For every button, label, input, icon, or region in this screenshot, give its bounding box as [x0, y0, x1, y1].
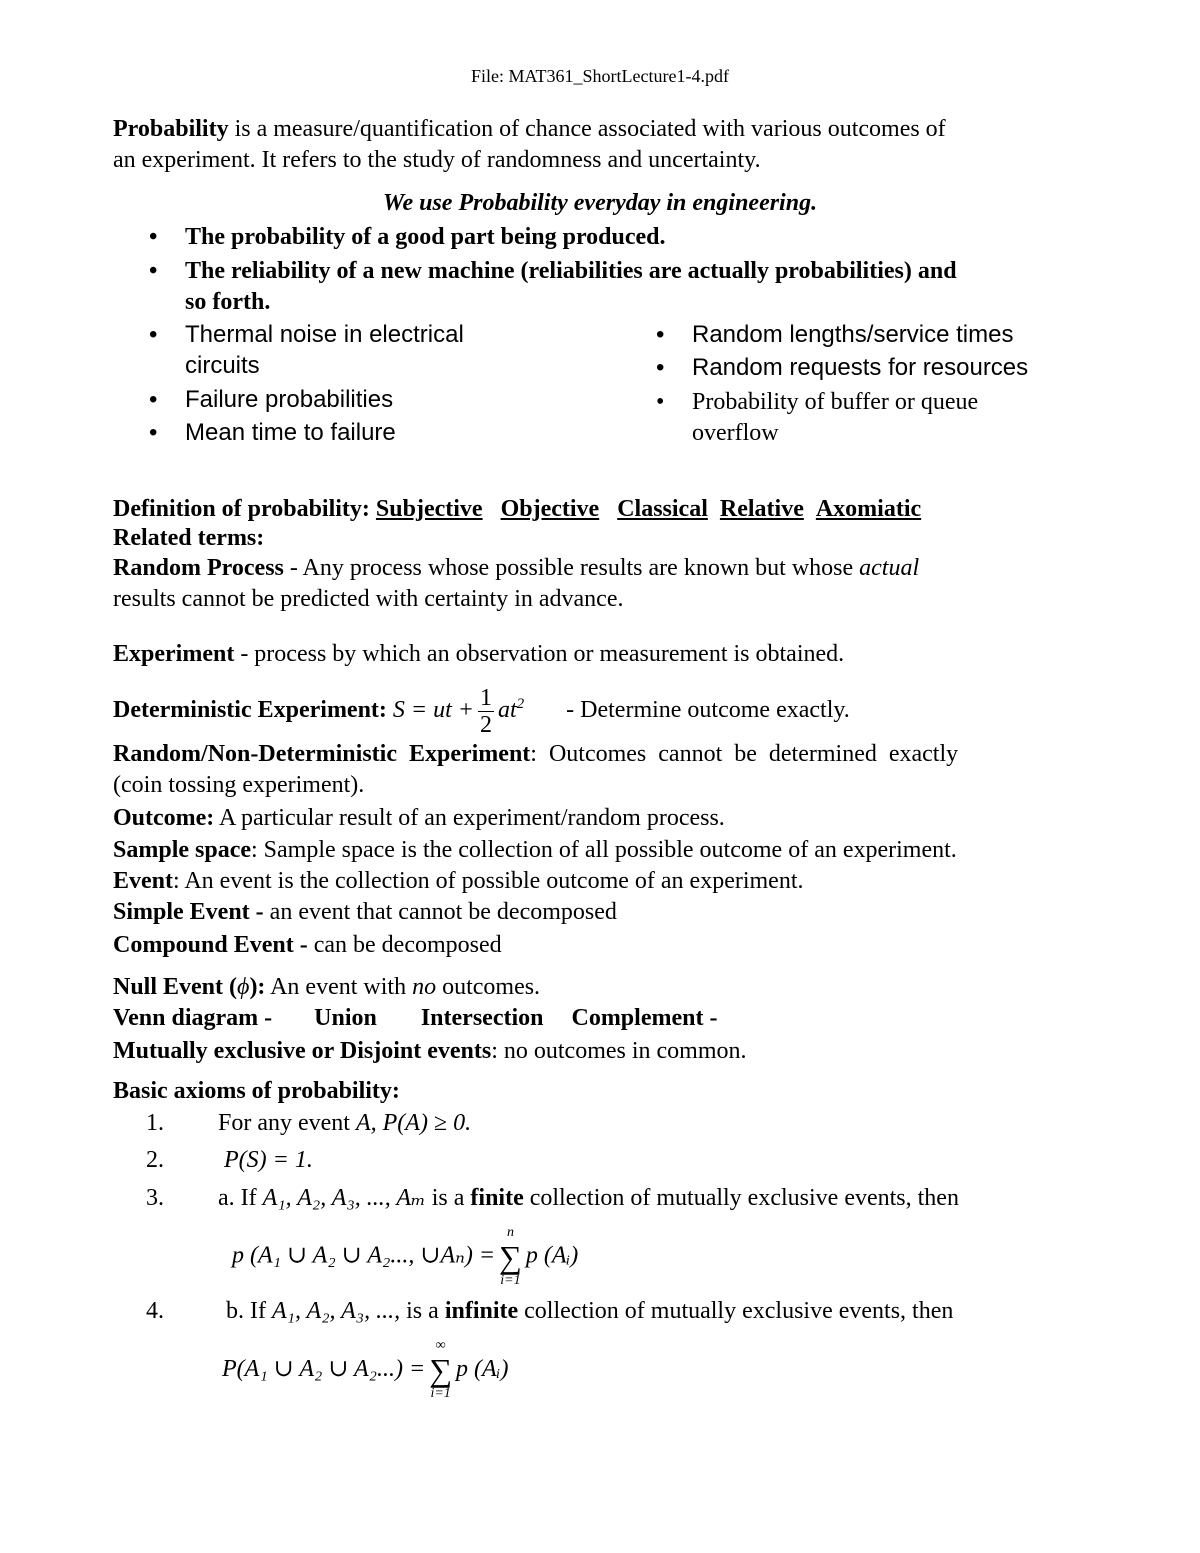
random-process-line-2: results cannot be predicted with certainty in advance.	[113, 586, 624, 612]
related-terms-heading: Related terms:	[113, 525, 265, 551]
bullet-good-part: • The probability of a good part being produced.	[185, 222, 666, 253]
axiom-3-formula: p (A₁ ∪ A₂ ∪ A₂..., ∪Aₙ) = n ∑ i=1 p (Aᵢ)	[232, 1225, 579, 1288]
bullet-reliability: • The reliability of a new machine (reliabilities are actually probabilities) and	[185, 256, 957, 287]
axiom-4: b. If A₁, A₂, A₃, ..., is a infinite collection of mutually exclusive events, then	[226, 1298, 954, 1324]
axiom-3-number: 3.	[146, 1185, 164, 1211]
bullet-icon: •	[656, 321, 665, 348]
definition-line: Definition of probability: Subjective Objective Classical Relative Axomiatic	[113, 496, 922, 522]
deterministic-formula: S = ut + $\frac{1}{2}$ $at^2$	[392, 684, 525, 738]
bullet-reliability-cont: so forth.	[185, 289, 271, 315]
axiom-1-number: 1.	[146, 1110, 164, 1136]
def-relative: Relative	[719, 496, 804, 522]
phi-symbol: ϕ	[237, 974, 250, 1000]
bullet-random-requests: • Random requests for resources	[656, 354, 1029, 381]
def-axiomatic: Axomiatic	[815, 496, 922, 522]
probability-term: Probability	[113, 116, 229, 142]
sample-space-line: Sample space: Sample space is the collection of all possible outcome of an experiment.	[113, 837, 957, 863]
bullet-mean-time: • Mean time to failure	[149, 419, 396, 446]
intro-line-1: Probability is a measure/quantification of chance associated with various outcomes of	[113, 116, 946, 142]
experiment-line: Experiment - process by which an observation or measurement is obtained.	[113, 641, 845, 667]
deterministic-line: Deterministic Experiment: S = ut + $\frac{1}{2}$ $at^2$ - Determine outcome exactly.	[113, 684, 850, 738]
def-subjective: Subjective	[375, 496, 483, 522]
axioms-heading: Basic axioms of probability:	[113, 1078, 400, 1104]
venn-line: Venn diagram - Union Intersection Complement -	[113, 1005, 718, 1031]
bullet-icon: •	[656, 354, 665, 381]
axiom-2: P(S) = 1.	[224, 1147, 313, 1173]
random-experiment-line-2: (coin tossing experiment).	[113, 772, 365, 798]
axiom-4-number: 4.	[146, 1298, 164, 1324]
compound-event-line: Compound Event - can be decomposed	[113, 932, 502, 958]
engineering-heading: We use Probability everyday in engineering.	[382, 190, 818, 216]
event-line: Event: An event is the collection of possible outcome of an experiment.	[113, 868, 804, 894]
bullet-icon: •	[149, 419, 158, 446]
axiom-2-number: 2.	[146, 1147, 164, 1173]
simple-event-line: Simple Event - an event that cannot be decomposed	[113, 899, 617, 925]
bullet-failure-prob: • Failure probabilities	[149, 386, 394, 413]
axiom-3: a. If A₁, A₂, A₃, ..., Aₘ is a finite collection of mutually exclusive events, then	[218, 1185, 959, 1211]
bullet-buffer-overflow: • Probability of buffer or queue	[692, 387, 978, 418]
random-experiment-line-1: Random/Non-Deterministic Experiment: Outcomes cannot be determined exactly	[113, 741, 959, 767]
bullet-icon: •	[149, 386, 158, 413]
bullet-buffer-overflow-cont: overflow	[692, 420, 779, 446]
def-objective: Objective	[500, 496, 600, 522]
intro-line-2: an experiment. It refers to the study of randomness and uncertainty.	[113, 147, 761, 173]
bullet-icon: •	[656, 389, 665, 415]
bullet-icon: •	[149, 258, 158, 284]
bullet-icon: •	[149, 321, 158, 348]
bullet-random-lengths: • Random lengths/service times	[656, 321, 1014, 348]
axiom-1: For any event A, P(A) ≥ 0.	[218, 1110, 472, 1136]
null-event-line: Null Event (ϕ): An event with no outcomes.	[113, 974, 541, 1000]
axiom-4-formula: P(A₁ ∪ A₂ ∪ A₂...) = ∞ ∑ i=1 p (Aᵢ)	[222, 1338, 509, 1402]
outcome-line: Outcome: A particular result of an experiment/random process.	[113, 805, 725, 831]
random-process-line-1: Random Process - Any process whose possible results are known but whose actual	[113, 555, 920, 581]
bullet-icon: •	[149, 224, 158, 250]
mutually-exclusive-line: Mutually exclusive or Disjoint events: no outcomes in common.	[113, 1038, 747, 1064]
def-classical: Classical	[617, 496, 708, 522]
bullet-thermal-noise-cont: circuits	[185, 352, 260, 379]
bullet-thermal-noise: • Thermal noise in electrical	[149, 321, 464, 348]
file-header: File: MAT361_ShortLecture1-4.pdf	[471, 66, 729, 86]
